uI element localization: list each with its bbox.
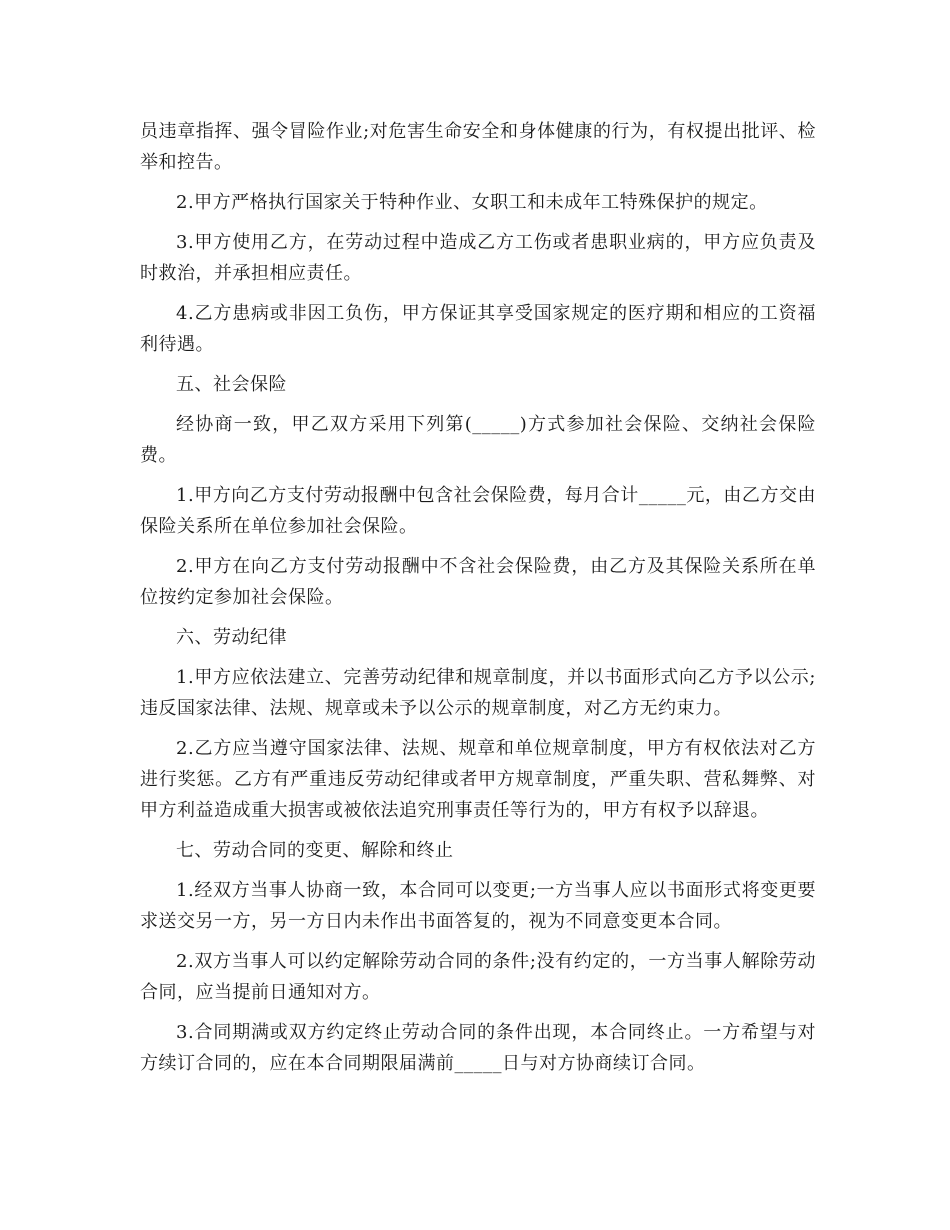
paragraph-13: 1.经双方当事人协商一致，本合同可以变更;一方当事人应以书面形式将变更要求送交另一方，另一方日内未作出书面答复的，视为不同意变更本合同。 — [140, 880, 816, 932]
paragraph-6: 经协商一致，甲乙双方采用下列第(_____)方式参加社会保险、交纳社会保险费。 — [140, 414, 816, 466]
paragraph-11: 2.乙方应当遵守国家法律、法规、规章和单位规章制度，甲方有权依法对乙方进行奖惩。乙方有严重违反劳动纪律或者甲方规章制度，严重失职、营私舞弊、对甲方利益造成重大损害或被依法追究刑事责任等行为的，甲方有权予以辞退。 — [140, 738, 816, 821]
section-heading-social-insurance: 五、社会保险 — [176, 374, 287, 395]
paragraph-14: 2.双方当事人可以约定解除劳动合同的条件;没有约定的，一方当事人解除劳动合同，应当提前日通知对方。 — [140, 951, 816, 1003]
paragraph-8: 2.甲方在向乙方支付劳动报酬中不含社会保险费，由乙方及其保险关系所在单位按约定参加社会保险。 — [140, 556, 816, 608]
paragraph-4: 4.乙方患病或非因工负伤，甲方保证其享受国家规定的医疗期和相应的工资福利待遇。 — [140, 303, 816, 355]
section-heading-contract-changes: 七、劳动合同的变更、解除和终止 — [176, 840, 454, 861]
paragraph-7: 1.甲方向乙方支付劳动报酬中包含社会保险费，每月合计_____元，由乙方交由保险关系所在单位参加社会保险。 — [140, 485, 816, 537]
paragraph-10: 1.甲方应依法建立、完善劳动纪律和规章制度，并以书面形式向乙方予以公示;违反国家法律、法规、规章或未予以公示的规章制度，对乙方无约束力。 — [140, 667, 816, 719]
paragraph-1: 员违章指挥、强令冒险作业;对危害生命安全和身体健康的行为，有权提出批评、检举和控告。 — [140, 121, 816, 173]
document-body — [140, 116, 816, 1088]
section-heading-labor-discipline: 六、劳动纪律 — [176, 627, 287, 648]
paragraph-3: 3.甲方使用乙方，在劳动过程中造成乙方工伤或者患职业病的，甲方应负责及时救治，并承担相应责任。 — [140, 232, 816, 284]
paragraph-15: 3.合同期满或双方约定终止劳动合同的条件出现，本合同终止。一方希望与对方续订合同的，应在本合同期限届满前_____日与对方协商续订合同。 — [140, 1022, 816, 1074]
paragraph-2: 2.甲方严格执行国家关于特种作业、女职工和未成年工特殊保护的规定。 — [176, 192, 768, 213]
